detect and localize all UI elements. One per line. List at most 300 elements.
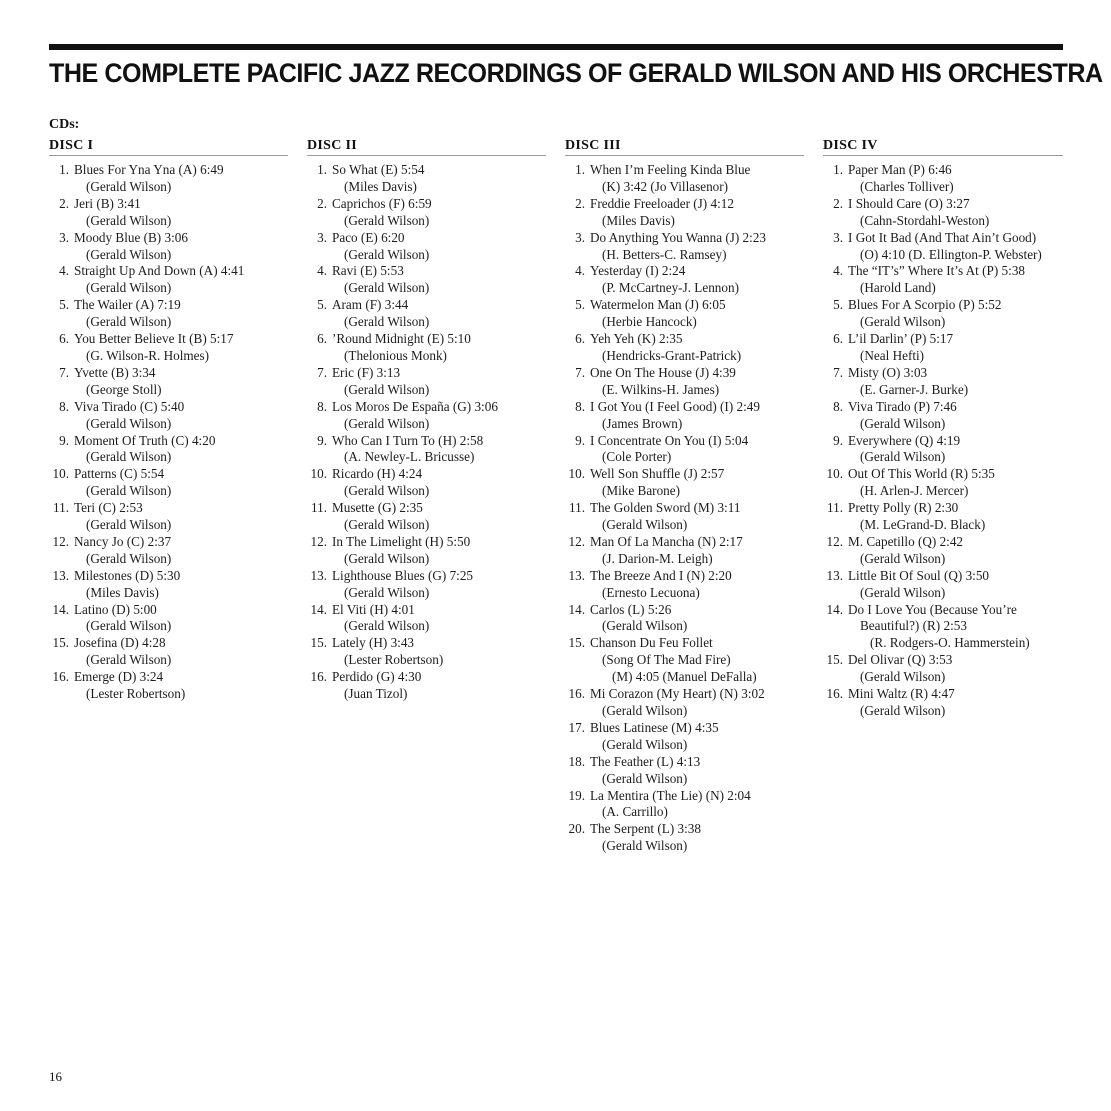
track-details xyxy=(585,720,719,754)
track-number: 18. xyxy=(568,753,585,769)
track-detail-line: (Gerald Wilson) xyxy=(86,178,172,194)
track-details xyxy=(843,297,1002,331)
track-number: 10. xyxy=(826,466,843,482)
track-number: 15. xyxy=(568,635,585,651)
track-title: Aram (F) 3:44 xyxy=(332,297,409,313)
track-detail-line: (Lester Robertson) xyxy=(344,652,444,668)
track-detail-line: (Gerald Wilson) xyxy=(602,736,688,752)
track-details xyxy=(69,602,171,636)
track-title: Yesterday (I) 2:24 xyxy=(590,263,686,279)
track-detail-line: (Herbie Hancock) xyxy=(602,314,697,330)
track-item xyxy=(307,297,546,331)
track-details xyxy=(585,686,765,720)
track-title: In The Limelight (H) 5:50 xyxy=(332,533,471,549)
track-title: Ricardo (H) 4:24 xyxy=(332,466,423,482)
track-number: 9. xyxy=(317,432,327,448)
track-item xyxy=(49,162,288,196)
track-details xyxy=(585,365,736,399)
track-details xyxy=(69,196,171,230)
track-list xyxy=(565,162,804,855)
track-detail-line: (Gerald Wilson) xyxy=(860,584,946,600)
track-list xyxy=(307,162,546,703)
track-details xyxy=(69,297,181,331)
track-details xyxy=(69,534,171,568)
track-title: Yvette (B) 3:34 xyxy=(74,364,156,380)
track-detail-line: (Gerald Wilson) xyxy=(86,212,172,228)
track-item xyxy=(565,162,804,196)
track-title: Del Olivar (Q) 3:53 xyxy=(848,652,953,668)
track-details xyxy=(585,788,751,822)
track-details xyxy=(327,500,429,534)
track-detail-line: (Gerald Wilson) xyxy=(86,246,172,262)
track-item xyxy=(823,365,1063,399)
track-details xyxy=(327,297,429,331)
track-title: Milestones (D) 5:30 xyxy=(74,567,181,583)
track-title: You Better Believe It (B) 5:17 xyxy=(74,331,234,347)
track-details xyxy=(843,365,968,399)
track-detail-line: (Gerald Wilson) xyxy=(860,550,946,566)
track-details xyxy=(585,230,766,264)
track-item xyxy=(307,365,546,399)
track-item xyxy=(307,602,546,636)
track-details xyxy=(69,263,244,297)
track-detail-line: (Miles Davis) xyxy=(602,212,675,228)
track-number: 2. xyxy=(833,195,843,211)
track-item xyxy=(565,500,804,534)
track-item xyxy=(49,500,288,534)
track-number: 15. xyxy=(52,635,69,651)
track-title: Straight Up And Down (A) 4:41 xyxy=(74,263,245,279)
track-title: The “IT’s” Where It’s At (P) 5:38 xyxy=(848,263,1026,279)
track-details xyxy=(843,230,1042,264)
track-detail-line: (Gerald Wilson) xyxy=(86,314,172,330)
track-title: Blues For Yna Yna (A) 6:49 xyxy=(74,162,224,177)
track-item xyxy=(565,720,804,754)
track-detail-line: (Gerald Wilson) xyxy=(344,517,430,533)
track-details xyxy=(327,331,471,365)
track-details xyxy=(585,297,726,331)
track-detail-line: (Gerald Wilson) xyxy=(602,838,688,854)
track-detail-line: (Gerald Wilson) xyxy=(344,246,430,262)
track-item xyxy=(565,686,804,720)
track-item xyxy=(49,433,288,467)
track-details xyxy=(69,433,215,467)
track-number: 12. xyxy=(52,533,69,549)
track-title: Who Can I Turn To (H) 2:58 xyxy=(332,432,484,448)
track-item xyxy=(823,263,1063,297)
track-title: Lighthouse Blues (G) 7:25 xyxy=(332,567,474,583)
track-item xyxy=(49,263,288,297)
disc-column xyxy=(823,137,1063,720)
track-title: Mini Waltz (R) 4:47 xyxy=(848,686,955,702)
track-item xyxy=(823,196,1063,230)
track-item xyxy=(565,230,804,264)
track-title: Misty (O) 3:03 xyxy=(848,364,928,380)
track-detail-line: (Gerald Wilson) xyxy=(86,483,172,499)
track-number: 6. xyxy=(59,331,69,347)
track-number: 7. xyxy=(833,364,843,380)
track-details xyxy=(585,568,732,602)
disc-heading: DISC IV xyxy=(823,137,1063,156)
track-detail-line: (Gerald Wilson) xyxy=(86,652,172,668)
track-detail-line: (Gerald Wilson) xyxy=(602,703,688,718)
track-number: 6. xyxy=(575,331,585,347)
track-item xyxy=(565,263,804,297)
track-title: Eric (F) 3:13 xyxy=(332,364,401,380)
track-title: Everywhere (Q) 4:19 xyxy=(848,432,961,448)
track-title: Chanson Du Feu Follet xyxy=(590,635,713,651)
track-number: 1. xyxy=(575,162,585,177)
track-title: Emerge (D) 3:24 xyxy=(74,669,164,685)
track-detail-line: (Thelonious Monk) xyxy=(344,347,447,363)
track-number: 8. xyxy=(575,398,585,414)
track-title: Well Son Shuffle (J) 2:57 xyxy=(590,466,725,482)
track-title: Pretty Polly (R) 2:30 xyxy=(848,500,959,516)
track-title: Do Anything You Wanna (J) 2:23 xyxy=(590,229,766,245)
track-number: 5. xyxy=(317,297,327,313)
track-item xyxy=(565,196,804,230)
track-number: 10. xyxy=(568,466,585,482)
track-number: 1. xyxy=(833,162,843,177)
track-detail-line: (Charles Tolliver) xyxy=(860,178,954,194)
track-title: Carlos (L) 5:26 xyxy=(590,601,672,617)
track-title: Jeri (B) 3:41 xyxy=(74,195,141,211)
track-detail-line: (K) 3:42 (Jo Villasenor) xyxy=(602,178,729,194)
track-details xyxy=(327,399,498,433)
track-details xyxy=(327,263,429,297)
track-item xyxy=(307,433,546,467)
track-item xyxy=(565,534,804,568)
track-detail-line: (Harold Land) xyxy=(860,280,936,296)
track-number: 2. xyxy=(317,195,327,211)
track-item xyxy=(49,331,288,365)
track-details xyxy=(585,162,750,196)
track-number: 6. xyxy=(833,331,843,347)
track-item xyxy=(823,466,1063,500)
page-title: THE COMPLETE PACIFIC JAZZ RECORDINGS OF GERALD WILSON AND HIS ORCHESTRA xyxy=(49,58,1103,88)
track-detail-line: (Gerald Wilson) xyxy=(344,618,430,634)
track-item xyxy=(307,331,546,365)
track-number: 11. xyxy=(827,500,843,516)
track-detail-line: (A. Newley-L. Bricusse) xyxy=(344,449,475,465)
track-item xyxy=(565,754,804,788)
track-number: 9. xyxy=(833,432,843,448)
track-item xyxy=(565,399,804,433)
track-details xyxy=(843,568,989,602)
track-title: One On The House (J) 4:39 xyxy=(590,364,736,380)
track-detail-line: (Gerald Wilson) xyxy=(344,212,430,228)
track-number: 8. xyxy=(317,398,327,414)
track-number: 2. xyxy=(575,195,585,211)
track-title: Patterns (C) 5:54 xyxy=(74,466,165,482)
top-rule xyxy=(49,44,1063,50)
track-number: 4. xyxy=(317,263,327,279)
track-title: The Wailer (A) 7:19 xyxy=(74,297,181,313)
track-details xyxy=(327,466,429,500)
track-number: 12. xyxy=(826,533,843,549)
track-item xyxy=(565,331,804,365)
track-number: 4. xyxy=(59,263,69,279)
track-item xyxy=(307,230,546,264)
track-detail-line: (Gerald Wilson) xyxy=(860,314,946,330)
disc-columns xyxy=(49,137,1063,877)
track-number: 14. xyxy=(52,601,69,617)
track-details xyxy=(327,534,470,568)
track-item xyxy=(565,568,804,602)
track-number: 4. xyxy=(833,263,843,279)
track-number: 7. xyxy=(317,364,327,380)
track-detail-line: (O) 4:10 (D. Ellington-P. Webster) xyxy=(860,246,1042,262)
track-title: The Serpent (L) 3:38 xyxy=(590,821,701,837)
track-number: 12. xyxy=(310,533,327,549)
track-number: 17. xyxy=(568,719,585,735)
track-item xyxy=(49,534,288,568)
track-item xyxy=(823,568,1063,602)
track-title: ’Round Midnight (E) 5:10 xyxy=(332,331,471,347)
track-details xyxy=(585,399,760,433)
track-number: 16. xyxy=(568,686,585,702)
track-title: Mi Corazon (My Heart) (N) 3:02 xyxy=(590,686,765,702)
track-title: The Golden Sword (M) 3:11 xyxy=(590,500,741,516)
track-number: 13. xyxy=(568,567,585,583)
track-details xyxy=(69,331,233,365)
track-number: 10. xyxy=(52,466,69,482)
track-detail-line: (Song Of The Mad Fire) xyxy=(602,652,731,668)
track-detail-line: (Gerald Wilson) xyxy=(86,449,172,465)
track-item xyxy=(565,602,804,636)
track-title: I Got You (I Feel Good) (I) 2:49 xyxy=(590,398,760,414)
track-item xyxy=(823,602,1063,653)
track-item xyxy=(565,466,804,500)
track-number: 7. xyxy=(59,364,69,380)
disc-heading: DISC III xyxy=(565,137,804,156)
track-detail-line: (A. Carrillo) xyxy=(602,804,668,820)
track-item xyxy=(307,669,546,703)
track-details xyxy=(327,635,443,669)
track-details xyxy=(69,399,184,433)
track-item xyxy=(49,466,288,500)
track-title: I Should Care (O) 3:27 xyxy=(848,195,970,211)
disc-column xyxy=(565,137,804,855)
track-title: I Got It Bad (And That Ain’t Good) xyxy=(848,229,1037,245)
track-number: 7. xyxy=(575,364,585,380)
track-detail-line: (Gerald Wilson) xyxy=(860,449,946,465)
section-label: CDs: xyxy=(49,117,80,132)
track-item xyxy=(823,297,1063,331)
track-details xyxy=(843,534,963,568)
track-title: Yeh Yeh (K) 2:35 xyxy=(590,331,683,347)
track-number: 13. xyxy=(52,567,69,583)
track-number: 10. xyxy=(310,466,327,482)
track-number: 4. xyxy=(575,263,585,279)
track-number: 6. xyxy=(317,331,327,347)
track-detail-line: (Mike Barone) xyxy=(602,483,680,499)
track-title: Moody Blue (B) 3:06 xyxy=(74,229,188,245)
track-number: 12. xyxy=(568,533,585,549)
track-title: Freddie Freeloader (J) 4:12 xyxy=(590,195,734,211)
track-title: Viva Tirado (P) 7:46 xyxy=(848,398,957,414)
track-item xyxy=(565,365,804,399)
track-detail-line: (Cahn-Stordahl-Weston) xyxy=(860,212,990,228)
track-detail-line: (Gerald Wilson) xyxy=(344,381,430,397)
track-detail-line: (Gerald Wilson) xyxy=(860,415,946,431)
disc-heading: DISC II xyxy=(307,137,546,156)
track-detail-line: (Gerald Wilson) xyxy=(86,618,172,634)
track-title: L’il Darlin’ (P) 5:17 xyxy=(848,331,954,347)
track-title: Perdido (G) 4:30 xyxy=(332,669,422,685)
track-number: 9. xyxy=(575,432,585,448)
track-details xyxy=(843,331,953,365)
track-details xyxy=(843,399,957,433)
track-title: Blues For A Scorpio (P) 5:52 xyxy=(848,297,1002,313)
track-detail-line: (Gerald Wilson) xyxy=(602,770,688,786)
track-item xyxy=(307,534,546,568)
track-title: Moment Of Truth (C) 4:20 xyxy=(74,432,216,448)
track-number: 5. xyxy=(59,297,69,313)
track-detail-line: (Gerald Wilson) xyxy=(86,415,172,431)
track-number: 16. xyxy=(826,686,843,702)
track-detail-line: (Gerald Wilson) xyxy=(602,517,688,533)
track-details xyxy=(843,433,960,467)
disc-column xyxy=(307,137,546,703)
track-item xyxy=(49,230,288,264)
track-item xyxy=(307,196,546,230)
track-item xyxy=(565,297,804,331)
track-number: 3. xyxy=(575,229,585,245)
track-number: 11. xyxy=(569,500,585,516)
track-detail-line: (J. Darion-M. Leigh) xyxy=(602,550,713,566)
track-title: Musette (G) 2:35 xyxy=(332,500,423,516)
track-details xyxy=(843,196,989,230)
track-detail-line: (Gerald Wilson) xyxy=(344,415,430,431)
track-detail-line: (G. Wilson-R. Holmes) xyxy=(86,347,210,363)
track-number: 11. xyxy=(53,500,69,516)
track-item xyxy=(49,399,288,433)
track-item xyxy=(823,500,1063,534)
track-details xyxy=(69,635,171,669)
track-number: 13. xyxy=(310,567,327,583)
track-number: 14. xyxy=(826,601,843,617)
track-details xyxy=(585,196,734,230)
track-item xyxy=(565,635,804,686)
track-item xyxy=(823,399,1063,433)
track-number: 20. xyxy=(568,821,585,837)
track-details xyxy=(585,500,740,534)
track-number: 16. xyxy=(52,669,69,685)
track-item xyxy=(49,635,288,669)
track-details xyxy=(69,466,171,500)
track-number: 3. xyxy=(59,229,69,245)
track-title: Paco (E) 6:20 xyxy=(332,229,405,245)
track-title: I Concentrate On You (I) 5:04 xyxy=(590,432,749,448)
track-number: 11. xyxy=(311,500,327,516)
track-item xyxy=(823,433,1063,467)
track-number: 13. xyxy=(826,567,843,583)
track-detail-line: (George Stoll) xyxy=(86,381,162,397)
track-detail-line: (Gerald Wilson) xyxy=(86,517,172,533)
track-item xyxy=(49,568,288,602)
track-detail-line: (Gerald Wilson) xyxy=(344,280,430,296)
track-detail-line: (Gerald Wilson) xyxy=(860,703,946,718)
track-item xyxy=(565,788,804,822)
track-details xyxy=(69,500,171,534)
track-details xyxy=(327,365,429,399)
track-detail-line: (Cole Porter) xyxy=(602,449,672,465)
track-details xyxy=(585,433,748,467)
track-detail-line: (Gerald Wilson) xyxy=(860,669,946,685)
track-detail-line: (Gerald Wilson) xyxy=(602,618,688,634)
track-details xyxy=(327,196,432,230)
track-details xyxy=(327,230,429,264)
track-details xyxy=(585,602,687,636)
track-item xyxy=(307,466,546,500)
track-details xyxy=(843,652,952,686)
track-detail-line: (R. Rodgers-O. Hammerstein) xyxy=(870,635,1030,651)
track-item xyxy=(307,263,546,297)
track-title: The Breeze And I (N) 2:20 xyxy=(590,567,732,583)
track-detail-line: (E. Wilkins-H. James) xyxy=(602,381,720,397)
track-title: Little Bit Of Soul (Q) 3:50 xyxy=(848,567,990,583)
track-detail-line: (James Brown) xyxy=(602,415,683,431)
disc-column xyxy=(49,137,288,703)
track-title: Do I Love You (Because You’re xyxy=(848,601,1017,617)
track-detail-line: (Lester Robertson) xyxy=(86,686,186,702)
track-item xyxy=(823,230,1063,264)
disc-heading: DISC I xyxy=(49,137,288,156)
track-details xyxy=(69,162,224,196)
track-details xyxy=(69,568,180,602)
track-details xyxy=(69,669,185,703)
track-detail-line: (Gerald Wilson) xyxy=(344,483,430,499)
track-detail-line: (E. Garner-J. Burke) xyxy=(860,381,969,397)
track-item xyxy=(49,297,288,331)
track-detail-line: Beautiful?) (R) 2:53 xyxy=(860,618,967,634)
track-item xyxy=(823,331,1063,365)
track-number: 5. xyxy=(833,297,843,313)
track-title: So What (E) 5:54 xyxy=(332,162,425,177)
track-number: 2. xyxy=(59,195,69,211)
track-details xyxy=(69,365,162,399)
track-title: Paper Man (P) 6:46 xyxy=(848,162,952,177)
track-number: 19. xyxy=(568,787,585,803)
track-item xyxy=(823,162,1063,196)
track-number: 14. xyxy=(310,601,327,617)
track-details xyxy=(327,568,473,602)
track-item xyxy=(307,568,546,602)
track-number: 1. xyxy=(317,162,327,177)
track-details xyxy=(585,466,724,500)
track-item xyxy=(49,365,288,399)
track-title: Los Moros De España (G) 3:06 xyxy=(332,398,498,414)
track-detail-line: (Neal Hefti) xyxy=(860,347,925,363)
track-item xyxy=(823,534,1063,568)
track-details xyxy=(843,162,954,196)
track-details xyxy=(843,263,1025,297)
track-number: 14. xyxy=(568,601,585,617)
track-details xyxy=(585,534,743,568)
track-title: Viva Tirado (C) 5:40 xyxy=(74,398,185,414)
track-number: 5. xyxy=(575,297,585,313)
track-number: 16. xyxy=(310,669,327,685)
track-item xyxy=(49,196,288,230)
track-number: 15. xyxy=(826,652,843,668)
track-detail-line: (Juan Tizol) xyxy=(344,686,408,702)
track-title: Nancy Jo (C) 2:37 xyxy=(74,533,172,549)
track-number: 15. xyxy=(310,635,327,651)
track-details xyxy=(585,754,700,788)
track-title: Ravi (E) 5:53 xyxy=(332,263,404,279)
track-detail-line: (Gerald Wilson) xyxy=(344,584,430,600)
